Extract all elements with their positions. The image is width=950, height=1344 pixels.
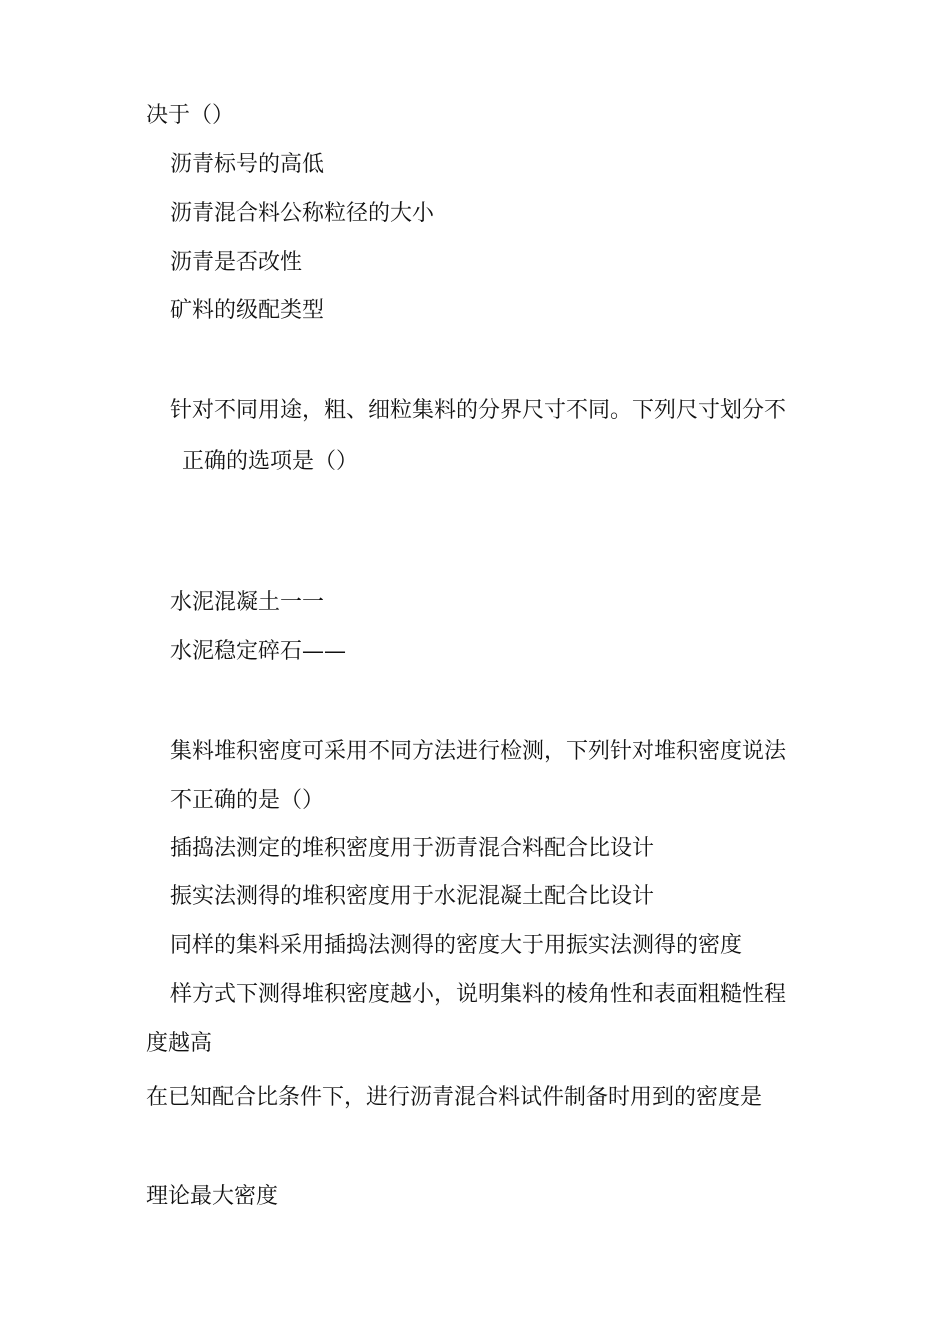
q2-option-1: 水泥混凝土一一: [170, 590, 325, 615]
q2-option-2: 水泥稳定碎石——: [170, 639, 347, 664]
q1-option-3: 沥青是否改性: [170, 250, 303, 275]
q3-option-4-line2: 度越高: [146, 1031, 213, 1056]
q1-option-2: 沥青混合料公称粒径的大小: [170, 201, 435, 226]
q3-stem-line2: 不正确的是（）: [170, 788, 325, 813]
q3-option-4-line1: 样方式下测得堆积密度越小，说明集料的棱角性和表面粗糙性程: [170, 982, 787, 1007]
q1-option-4: 矿料的级配类型: [170, 298, 325, 323]
q3-stem-line1: 集料堆积密度可采用不同方法进行检测，下列针对堆积密度说法: [170, 739, 787, 764]
q3-option-1: 插捣法测定的堆积密度用于沥青混合料配合比设计: [170, 836, 655, 861]
q2-stem-line1: 针对不同用途，粗、细粒集料的分界尺寸不同。下列尺寸划分不: [170, 398, 787, 423]
q4-option-1: 理论最大密度: [146, 1184, 279, 1209]
q4-stem: 在已知配合比条件下，进行沥青混合料试件制备时用到的密度是: [146, 1085, 763, 1110]
q1-option-1: 沥青标号的高低: [170, 152, 325, 177]
q2-stem-line2: 正确的选项是（）: [182, 449, 359, 474]
q3-option-2: 振实法测得的堆积密度用于水泥混凝土配合比设计: [170, 884, 655, 909]
q1-stem-tail: 决于（）: [146, 103, 235, 128]
q3-option-3: 同样的集料采用插捣法测得的密度大于用振实法测得的密度: [170, 933, 743, 958]
